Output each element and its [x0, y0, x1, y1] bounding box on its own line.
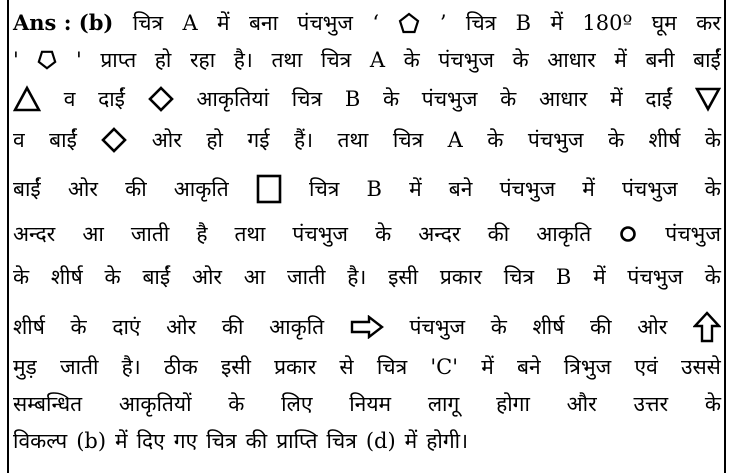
word: के — [487, 128, 504, 152]
circle-icon — [618, 224, 638, 244]
word: के — [13, 265, 30, 289]
word: B — [344, 87, 361, 111]
word: के — [228, 392, 245, 416]
word: पंचभुज — [527, 128, 584, 152]
word: आ — [243, 265, 266, 289]
word: प्राप्त — [100, 48, 137, 72]
word: कर — [696, 11, 721, 35]
word: जाती — [287, 265, 326, 289]
word: ओर — [191, 265, 223, 289]
word: है। — [121, 355, 141, 379]
square-icon — [256, 174, 282, 204]
word: प्राप्ति — [276, 429, 318, 453]
word: पंचभुज — [499, 177, 556, 201]
word: चित्र — [291, 87, 323, 111]
word: चित्र — [132, 11, 164, 35]
triangle-down-icon — [695, 86, 721, 112]
word: प्रकार — [439, 265, 482, 289]
word: के — [704, 128, 721, 152]
arrow-right-icon — [350, 315, 384, 339]
word: से — [339, 355, 354, 379]
word: ओर — [637, 315, 668, 339]
word: के — [104, 265, 121, 289]
word: में — [115, 429, 128, 453]
word: घूम — [651, 11, 677, 35]
word: मुड़ — [13, 355, 37, 379]
word: के — [490, 315, 507, 339]
word: (d) — [365, 429, 396, 453]
word: में — [614, 48, 627, 72]
word: जाती — [130, 222, 170, 246]
word: लिए — [281, 392, 313, 416]
word: ओर — [67, 177, 98, 201]
pentagon-up-icon — [398, 12, 420, 34]
word: अन्दर — [13, 222, 56, 246]
word: तथा — [271, 48, 303, 72]
word: पंचभुज — [621, 177, 678, 201]
word: की — [221, 315, 244, 339]
word: के — [704, 392, 721, 416]
word: बाईं — [693, 48, 721, 72]
word: में — [481, 355, 494, 379]
word: पंचभुज — [297, 11, 354, 35]
word: शीर्ष — [50, 265, 83, 289]
diamond-icon — [101, 127, 127, 153]
word: दाईं — [645, 87, 673, 111]
word: पंचभुज — [421, 87, 478, 111]
word: दाईं — [98, 87, 125, 111]
word: है। — [233, 48, 253, 72]
word: ' — [13, 48, 19, 72]
word: है — [196, 222, 208, 246]
word: व — [13, 128, 25, 152]
word: शीर्ष — [13, 315, 45, 339]
word: ' — [75, 48, 82, 72]
word: (b) — [76, 429, 107, 453]
word: जाती — [60, 355, 99, 379]
word: ओर — [151, 128, 182, 152]
text-line — [13, 121, 721, 159]
word: बने — [448, 177, 473, 201]
word: चित्र — [503, 265, 535, 289]
left-border-rule — [7, 0, 9, 473]
word: A — [447, 128, 463, 152]
word: में — [610, 87, 623, 111]
word: B — [515, 11, 532, 35]
word: A — [182, 11, 198, 35]
word: तथा — [234, 222, 266, 246]
word: हो — [154, 48, 172, 72]
word: तथा — [337, 128, 369, 152]
pentagon-down-icon — [37, 50, 57, 70]
word: में — [409, 177, 422, 201]
word: पंचभुज — [665, 222, 721, 246]
word: की — [125, 177, 147, 201]
text-line — [13, 41, 721, 79]
word: के — [382, 87, 400, 111]
word: आकृति — [536, 222, 592, 246]
word: के — [500, 87, 517, 111]
word: दिए — [136, 429, 165, 453]
word: रहा — [189, 48, 216, 72]
word: B — [366, 177, 382, 201]
word: आधार — [547, 48, 596, 72]
word: बनी — [645, 48, 675, 72]
word: हैं। — [293, 128, 314, 152]
text-line — [13, 385, 721, 423]
text-line — [13, 80, 721, 118]
word: पंचभुज — [627, 265, 683, 289]
word: उत्तर — [633, 392, 669, 416]
word: के — [607, 128, 625, 152]
text-line — [13, 170, 721, 208]
word: की — [487, 222, 510, 246]
word: विकल्प — [13, 429, 68, 453]
word: शीर्ष — [532, 315, 565, 339]
text-line — [13, 4, 721, 42]
word: उससे — [680, 355, 721, 379]
word: बाईं — [142, 265, 171, 289]
word: और — [566, 392, 597, 416]
word: इसी — [220, 355, 251, 379]
word: ’ — [439, 11, 447, 35]
word: होगी। — [426, 429, 469, 453]
word: चित्र — [309, 177, 340, 201]
text-line — [13, 422, 721, 460]
word: आ — [82, 222, 104, 246]
word: में — [550, 11, 564, 35]
word: है। — [347, 265, 367, 289]
word: Ans : (b) — [13, 10, 114, 35]
word: ओर — [166, 315, 197, 339]
word: में — [593, 265, 606, 289]
text-line — [13, 258, 721, 296]
word: प्रकार — [274, 355, 317, 379]
word: गए — [173, 429, 198, 453]
word: बाईं — [13, 177, 41, 201]
word: में — [217, 11, 230, 35]
word: 'C' — [430, 355, 459, 379]
word: शीर्ष — [648, 128, 681, 152]
word: बना — [248, 11, 279, 35]
word: चित्र — [392, 128, 424, 152]
diamond-icon — [148, 86, 174, 112]
word: के — [403, 48, 420, 72]
word: चित्र — [376, 355, 408, 379]
word: B — [555, 265, 572, 289]
word: आकृति — [173, 177, 229, 201]
word: ठीक — [163, 355, 198, 379]
text-line — [13, 348, 721, 386]
word: चित्र — [326, 429, 357, 453]
word: आकृतियों — [118, 392, 192, 416]
word: सम्बन्धित — [13, 392, 83, 416]
word: आकृति — [269, 315, 325, 339]
word: के — [704, 265, 721, 289]
word: के — [375, 222, 392, 246]
word: की — [245, 429, 268, 453]
word: A — [369, 48, 386, 72]
text-line — [13, 215, 721, 253]
word: दाएं — [112, 315, 141, 339]
word: एवं — [634, 355, 658, 379]
word: चित्र — [206, 429, 237, 453]
triangle-up-icon — [13, 85, 41, 113]
word: होगा — [496, 392, 530, 416]
right-border-rule — [724, 0, 726, 473]
word: आकृतियां — [196, 87, 270, 111]
word: चित्र — [320, 48, 352, 72]
arrow-up-icon — [693, 311, 721, 343]
word: लागू — [427, 392, 460, 416]
word: ‘ — [372, 11, 380, 35]
word: त्रिभुज — [563, 355, 612, 379]
word: पंचभुज — [292, 222, 349, 246]
word: के — [70, 315, 87, 339]
word: हो — [206, 128, 223, 152]
word: में — [404, 429, 418, 453]
word: बने — [517, 355, 541, 379]
word: में — [582, 177, 595, 201]
word: इसी — [388, 265, 419, 289]
word: के — [704, 177, 721, 201]
word: अन्दर — [418, 222, 461, 246]
word: के — [512, 48, 529, 72]
word: गई — [247, 128, 270, 152]
word: पंचभुज — [409, 315, 466, 339]
word: पंचभुज — [438, 48, 494, 72]
word: नियम — [349, 392, 392, 416]
word: चित्र — [465, 11, 497, 35]
text-line — [13, 308, 721, 346]
word: 180º — [582, 11, 633, 35]
word: आधार — [538, 87, 588, 111]
word: बाईं — [49, 128, 77, 152]
word: की — [590, 315, 612, 339]
word: व — [63, 87, 76, 111]
